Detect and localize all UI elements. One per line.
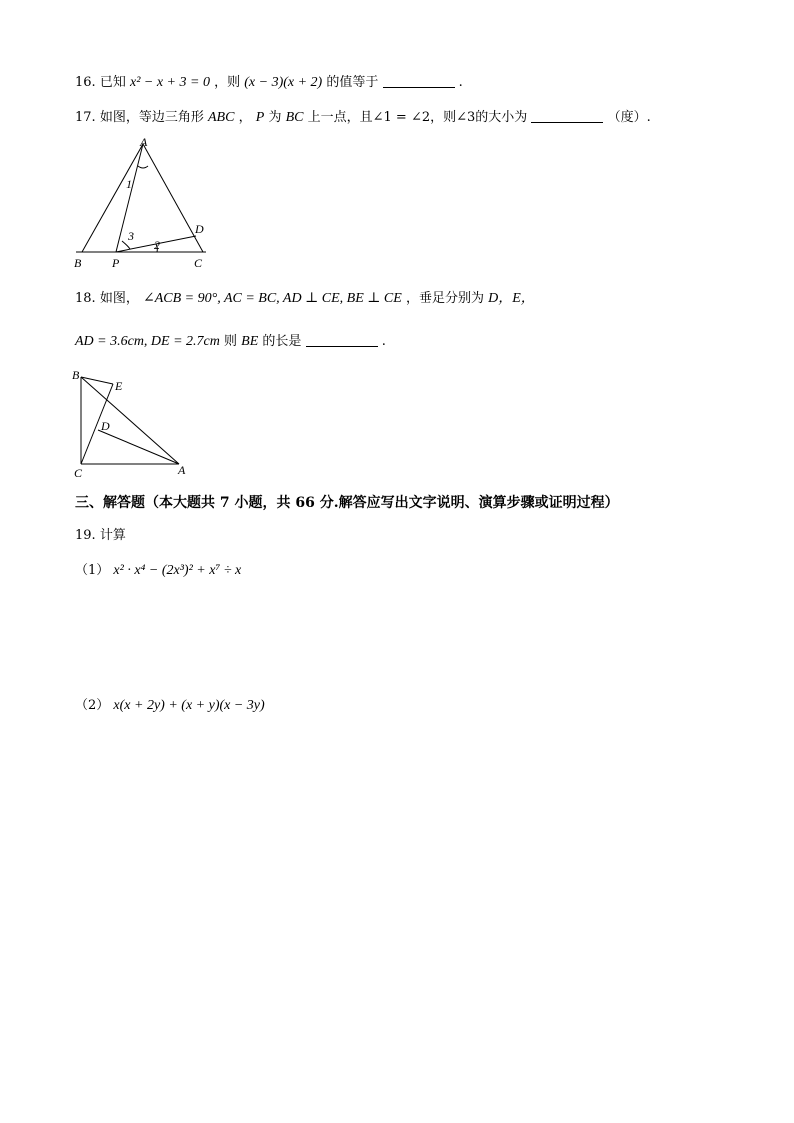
question-text: ，则 — [214, 75, 241, 90]
question-text: 如图，等边三角形 — [99, 110, 204, 125]
question-number: 17. — [75, 110, 96, 125]
question-19-part-2 — [75, 697, 265, 715]
question-19 — [75, 527, 126, 545]
label-e: E — [115, 379, 123, 393]
label-d: D — [101, 419, 110, 433]
label-b: B — [72, 368, 80, 382]
triangle-figure-18 — [68, 366, 198, 482]
question-text: 已知 — [99, 75, 126, 90]
question-text: 为 — [268, 110, 282, 125]
section-heading: 三、解答题（本大题共 7 小题，共 66 分.解答应写出文字说明、演算步骤或证明过程） — [75, 495, 619, 511]
point-name: P — [255, 110, 265, 125]
label-b: B — [74, 256, 82, 270]
question-text: 上一点，且∠1 = ∠2，则∠3的大小为 — [307, 110, 528, 125]
question-text: 计算 — [99, 528, 126, 543]
given-conditions: ∠ACB = 90°, AC = BC, AD ⊥ CE, BE ⊥ CE — [142, 291, 402, 306]
question-text: ，垂足分别为 — [405, 291, 484, 306]
angle-2-label: 2 — [154, 238, 160, 252]
equation: x² − x + 3 = 0 — [129, 75, 210, 90]
question-18 — [75, 290, 535, 308]
answer-blank[interactable] — [306, 334, 378, 347]
segment-ad — [98, 430, 179, 464]
question-number: 18. — [75, 291, 96, 306]
side-ac — [143, 144, 203, 252]
question-text: 则 — [224, 334, 238, 349]
question-text: 的长是 — [262, 334, 302, 349]
point-names: D，E， — [488, 291, 535, 306]
label-a: A — [178, 463, 186, 477]
angle-3-label: 3 — [128, 229, 134, 243]
label-p: P — [112, 256, 120, 270]
segment-ba — [81, 377, 179, 464]
angle-1-label: 1 — [126, 177, 132, 191]
expression: (x − 3)(x + 2) — [244, 75, 323, 90]
part-label: （2） — [75, 698, 110, 713]
answer-blank[interactable] — [383, 75, 455, 88]
question-18-continued — [75, 333, 386, 351]
question-text: 的值等于 — [326, 75, 379, 90]
label-c: C — [194, 256, 203, 270]
expression: x(x + 2y) + (x + y)(x − 3y) — [113, 698, 265, 713]
part-label: （1） — [75, 563, 110, 578]
question-17 — [75, 109, 651, 127]
question-end: . — [381, 334, 386, 349]
label-a: A — [140, 136, 148, 149]
angle-1-arc — [138, 166, 148, 168]
answer-blank[interactable] — [531, 110, 603, 123]
expression: x² · x⁴ − (2x³)² + x⁷ ÷ x — [113, 563, 242, 578]
label-d: D — [195, 222, 204, 236]
question-number: 19. — [75, 528, 96, 543]
given-lengths: AD = 3.6cm, DE = 2.7cm — [75, 334, 220, 349]
segment-be — [81, 377, 113, 384]
question-text: 如图， — [99, 291, 139, 306]
question-16 — [75, 74, 463, 92]
segment-name: BC — [285, 110, 304, 125]
question-number: 16. — [75, 75, 96, 90]
question-19-part-1 — [75, 562, 241, 580]
triangle-name: ABC — [207, 110, 235, 125]
triangle-figure-17 — [72, 136, 212, 271]
question-text: ， — [238, 110, 252, 125]
segment-name: BE — [241, 334, 259, 349]
label-c: C — [74, 466, 83, 480]
question-end: （度）. — [607, 110, 651, 125]
question-end: . — [458, 75, 463, 90]
